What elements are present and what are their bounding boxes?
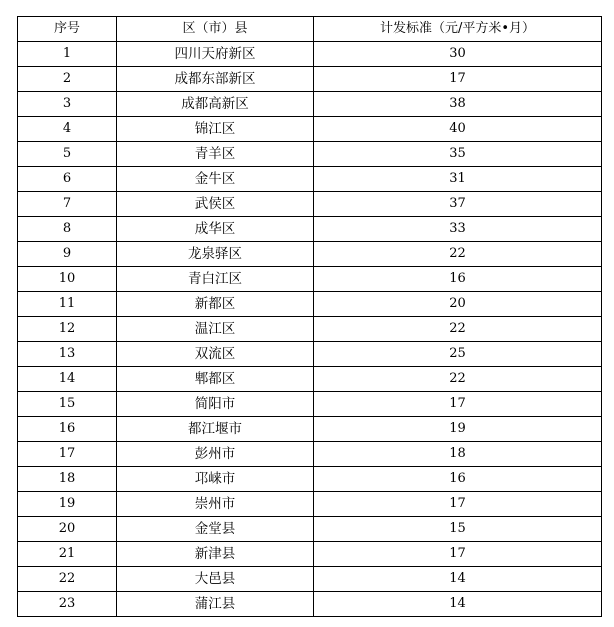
cell-index: 12 [18, 317, 117, 342]
table-header [18, 17, 602, 42]
cell-rate: 17 [314, 392, 602, 417]
table-row [18, 167, 602, 192]
table-row [18, 92, 602, 117]
cell-index: 11 [18, 292, 117, 317]
cell-rate: 22 [314, 317, 602, 342]
cell-index: 18 [18, 467, 117, 492]
cell-index: 15 [18, 392, 117, 417]
cell-index: 16 [18, 417, 117, 442]
cell-district: 金牛区 [117, 167, 314, 192]
cell-district: 都江堰市 [117, 417, 314, 442]
table-row [18, 292, 602, 317]
cell-district: 成都东部新区 [117, 67, 314, 92]
cell-index: 14 [18, 367, 117, 392]
cell-rate: 17 [314, 67, 602, 92]
cell-rate: 17 [314, 492, 602, 517]
cell-district: 青白江区 [117, 267, 314, 292]
cell-rate: 40 [314, 117, 602, 142]
table-row [18, 542, 602, 567]
table-body [18, 42, 602, 617]
table-row [18, 567, 602, 592]
cell-rate: 31 [314, 167, 602, 192]
table-row [18, 242, 602, 267]
cell-district: 大邑县 [117, 567, 314, 592]
cell-rate: 15 [314, 517, 602, 542]
cell-rate: 20 [314, 292, 602, 317]
cell-rate: 16 [314, 467, 602, 492]
cell-district: 简阳市 [117, 392, 314, 417]
cell-index: 10 [18, 267, 117, 292]
cell-rate: 25 [314, 342, 602, 367]
table-row [18, 492, 602, 517]
cell-rate: 35 [314, 142, 602, 167]
cell-index: 22 [18, 567, 117, 592]
table-row [18, 367, 602, 392]
cell-rate: 30 [314, 42, 602, 67]
table-row [18, 267, 602, 292]
cell-rate: 14 [314, 592, 602, 617]
cell-district: 青羊区 [117, 142, 314, 167]
header-district: 区（市）县 [117, 17, 314, 42]
table-row [18, 42, 602, 67]
table-row [18, 67, 602, 92]
cell-index: 17 [18, 442, 117, 467]
cell-district: 武侯区 [117, 192, 314, 217]
cell-index: 3 [18, 92, 117, 117]
cell-index: 4 [18, 117, 117, 142]
table-row [18, 117, 602, 142]
cell-district: 彭州市 [117, 442, 314, 467]
table-row [18, 392, 602, 417]
cell-district: 双流区 [117, 342, 314, 367]
cell-district: 金堂县 [117, 517, 314, 542]
cell-rate: 18 [314, 442, 602, 467]
cell-district: 成华区 [117, 217, 314, 242]
cell-district: 崇州市 [117, 492, 314, 517]
cell-district: 新都区 [117, 292, 314, 317]
cell-district: 郫都区 [117, 367, 314, 392]
cell-rate: 14 [314, 567, 602, 592]
cell-district: 蒲江县 [117, 592, 314, 617]
header-rate: 计发标准（元/平方米•月） [314, 17, 602, 42]
cell-index: 21 [18, 542, 117, 567]
table-row [18, 467, 602, 492]
table-row [18, 442, 602, 467]
cell-index: 13 [18, 342, 117, 367]
cell-index: 9 [18, 242, 117, 267]
cell-rate: 19 [314, 417, 602, 442]
cell-district: 成都高新区 [117, 92, 314, 117]
table-row [18, 592, 602, 617]
cell-index: 7 [18, 192, 117, 217]
table-row [18, 417, 602, 442]
cell-index: 1 [18, 42, 117, 67]
cell-district: 新津县 [117, 542, 314, 567]
cell-index: 2 [18, 67, 117, 92]
cell-rate: 38 [314, 92, 602, 117]
cell-district: 锦江区 [117, 117, 314, 142]
header-index: 序号 [18, 17, 117, 42]
table-row [18, 342, 602, 367]
cell-district: 龙泉驿区 [117, 242, 314, 267]
table-row [18, 192, 602, 217]
cell-index: 20 [18, 517, 117, 542]
cell-index: 19 [18, 492, 117, 517]
cell-rate: 17 [314, 542, 602, 567]
cell-district: 温江区 [117, 317, 314, 342]
cell-index: 23 [18, 592, 117, 617]
cell-rate: 22 [314, 367, 602, 392]
table-row [18, 517, 602, 542]
table-row [18, 317, 602, 342]
table-row [18, 217, 602, 242]
cell-rate: 16 [314, 267, 602, 292]
cell-index: 5 [18, 142, 117, 167]
cell-rate: 22 [314, 242, 602, 267]
header-row [18, 17, 602, 42]
table-row [18, 142, 602, 167]
cell-index: 6 [18, 167, 117, 192]
cell-rate: 37 [314, 192, 602, 217]
cell-district: 四川天府新区 [117, 42, 314, 67]
rate-table [17, 16, 602, 617]
cell-rate: 33 [314, 217, 602, 242]
cell-index: 8 [18, 217, 117, 242]
cell-district: 邛崃市 [117, 467, 314, 492]
